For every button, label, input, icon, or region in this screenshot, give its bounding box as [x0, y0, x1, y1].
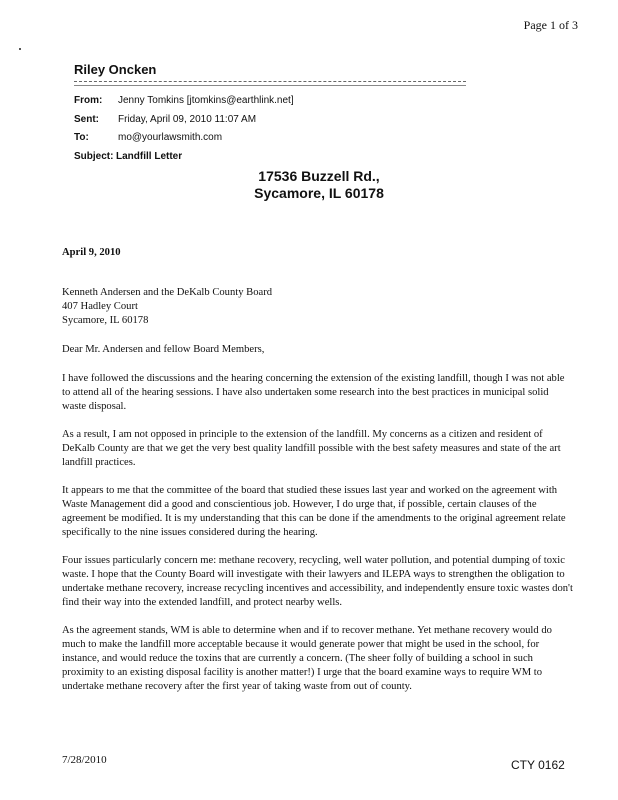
recipient-name: Kenneth Andersen and the DeKalb County Board — [62, 287, 273, 298]
paragraph: As the agreement stands, WM is able to determine when and if to recover methane. Yet methane recovery would do much to make the landfill more acceptable because it would generate power that might be used in the school, for instance, and would reduce the toxins that are currently a concern. (The sheer folly of building a school in such proximity to an existing disposal facility is another matter!) I urge that the board examine ways to require WM to undertake methane recovery after the first year of taking waste from out of county. — [62, 625, 552, 692]
sent-label: Sent: — [74, 113, 99, 125]
paragraph: Four issues particularly concern me: methane recovery, recycling, well water pollution, and potential dumping of toxic waste. I hope that the County Board will investigate with their lawyers and ILEPA ways to strengthen the obligation to undertake methane recovery, increase recycling incentives and accessibility, and independently ensure toxic wastes don't find their way into the extended landfill, and protect nearby wells. — [62, 555, 573, 608]
footer-date: 7/28/2010 — [62, 754, 107, 766]
subject-label: Subject: — [74, 150, 114, 162]
return-city: Sycamore, IL 60178 — [254, 185, 384, 201]
to-row — [74, 129, 474, 148]
from-row — [74, 92, 474, 111]
paragraph: I have followed the discussions and the hearing concerning the extension of the existing landfill, though I was not able to attend all of the hearing sessions. I have also undertaken some research into the best practices in municipal solid waste disposal. — [62, 373, 565, 412]
page-number: Page 1 of 3 — [523, 18, 578, 32]
salutation: Dear Mr. Andersen and fellow Board Members, — [62, 344, 265, 355]
subject-value: Landfill Letter — [116, 150, 183, 162]
email-header — [74, 62, 474, 166]
paragraph: It appears to me that the committee of the board that studied these issues last year and worked on the agreement with Waste Management did a good and conscientious job. However, I do urge that, if possible, certain clauses of the agreement be modified. It is my understanding that this can be done if the amendments to the original agreement relate specifically to the nine issues considered during the hearing. — [62, 485, 566, 538]
sent-row — [74, 111, 474, 130]
letter-body — [62, 246, 574, 708]
return-address — [0, 168, 618, 202]
return-street: 17536 Buzzell Rd., — [258, 168, 380, 184]
to-value: mo@yourlawsmith.com — [118, 132, 223, 143]
sent-value: Friday, April 09, 2010 11:07 AM — [118, 113, 257, 125]
to-label: To: — [74, 132, 89, 143]
sender-name: Riley Oncken — [74, 62, 157, 77]
paragraph: As a result, I am not opposed in principle to the extension of the landfill. My concerns as a citizen and resident of DeKalb County are that we get the very best quality landfill possible with the best safety measures and state of the art landfill practices. — [62, 429, 561, 468]
letter-date: April 9, 2010 — [62, 247, 121, 258]
subject-row — [74, 148, 474, 167]
scan-speck — [19, 48, 21, 50]
document-code: CTY 0162 — [511, 758, 565, 772]
from-value: Jenny Tomkins [jtomkins@earthlink.net] — [118, 95, 294, 106]
recipient-city: Sycamore, IL 60178 — [62, 315, 149, 326]
from-label: From: — [74, 95, 103, 106]
header-divider — [74, 81, 466, 86]
recipient-street: 407 Hadley Court — [62, 301, 138, 312]
